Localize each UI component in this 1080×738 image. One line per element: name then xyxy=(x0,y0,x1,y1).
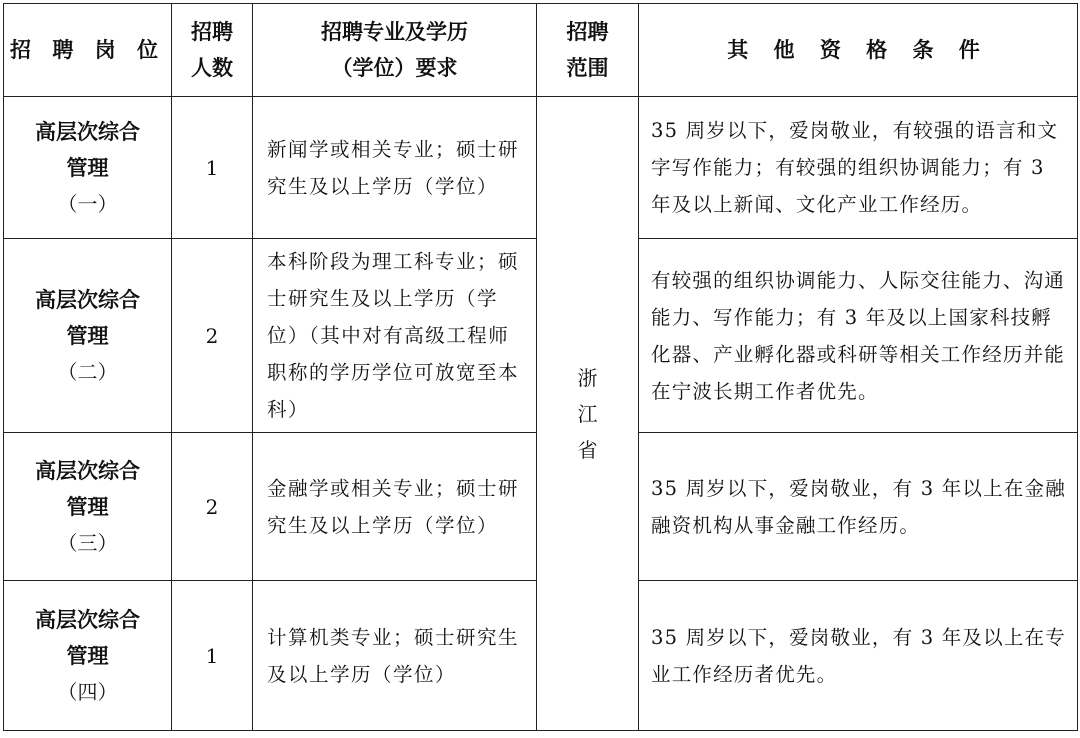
conditions-cell: 有较强的组织协调能力、人际交往能力、沟通能力、写作能力；有 3 年及以上国家科技孵化器、产业孵化器或科研等相关工作经历并能在宁波长期工作者优先。 xyxy=(639,239,1078,433)
count-cell: 1 xyxy=(172,581,253,731)
conditions-cell: 35 周岁以下，爱岗敬业，有较强的语言和文字写作能力；有较强的组织协调能力；有 3 年及以上新闻、文化产业工作经历。 xyxy=(639,97,1078,239)
conditions-cell: 35 周岁以下，爱岗敬业，有 3 年及以上在专业工作经历者优先。 xyxy=(639,581,1078,731)
position-cell: 高层次综合 管理 （三） xyxy=(4,433,172,581)
table-row xyxy=(4,97,1078,239)
position-cell: 高层次综合 管理 （四） xyxy=(4,581,172,731)
position-cell: 高层次综合 管理 （二） xyxy=(4,239,172,433)
header-conditions: 其 他 资 格 条 件 xyxy=(639,4,1078,97)
header-row xyxy=(4,4,1078,97)
count-cell: 1 xyxy=(172,97,253,239)
header-count: 招聘 人数 xyxy=(172,4,253,97)
recruitment-table xyxy=(3,3,1078,731)
major-cell: 金融学或相关专业；硕士研究生及以上学历（学位） xyxy=(253,433,537,581)
count-cell: 2 xyxy=(172,433,253,581)
conditions-cell: 35 周岁以下，爱岗敬业，有 3 年以上在金融融资机构从事金融工作经历。 xyxy=(639,433,1078,581)
header-major: 招聘专业及学历 （学位）要求 xyxy=(253,4,537,97)
major-cell: 计算机类专业；硕士研究生及以上学历（学位） xyxy=(253,581,537,731)
scope-cell: 浙江省 xyxy=(537,97,639,731)
header-position: 招 聘 岗 位 xyxy=(4,4,172,97)
count-cell: 2 xyxy=(172,239,253,433)
header-scope: 招聘 范围 xyxy=(537,4,639,97)
major-cell: 本科阶段为理工科专业；硕士研究生及以上学历（学位）（其中对有高级工程师职称的学历学位可放宽至本科） xyxy=(253,239,537,433)
major-cell: 新闻学或相关专业；硕士研究生及以上学历（学位） xyxy=(253,97,537,239)
position-cell: 高层次综合 管理 （一） xyxy=(4,97,172,239)
